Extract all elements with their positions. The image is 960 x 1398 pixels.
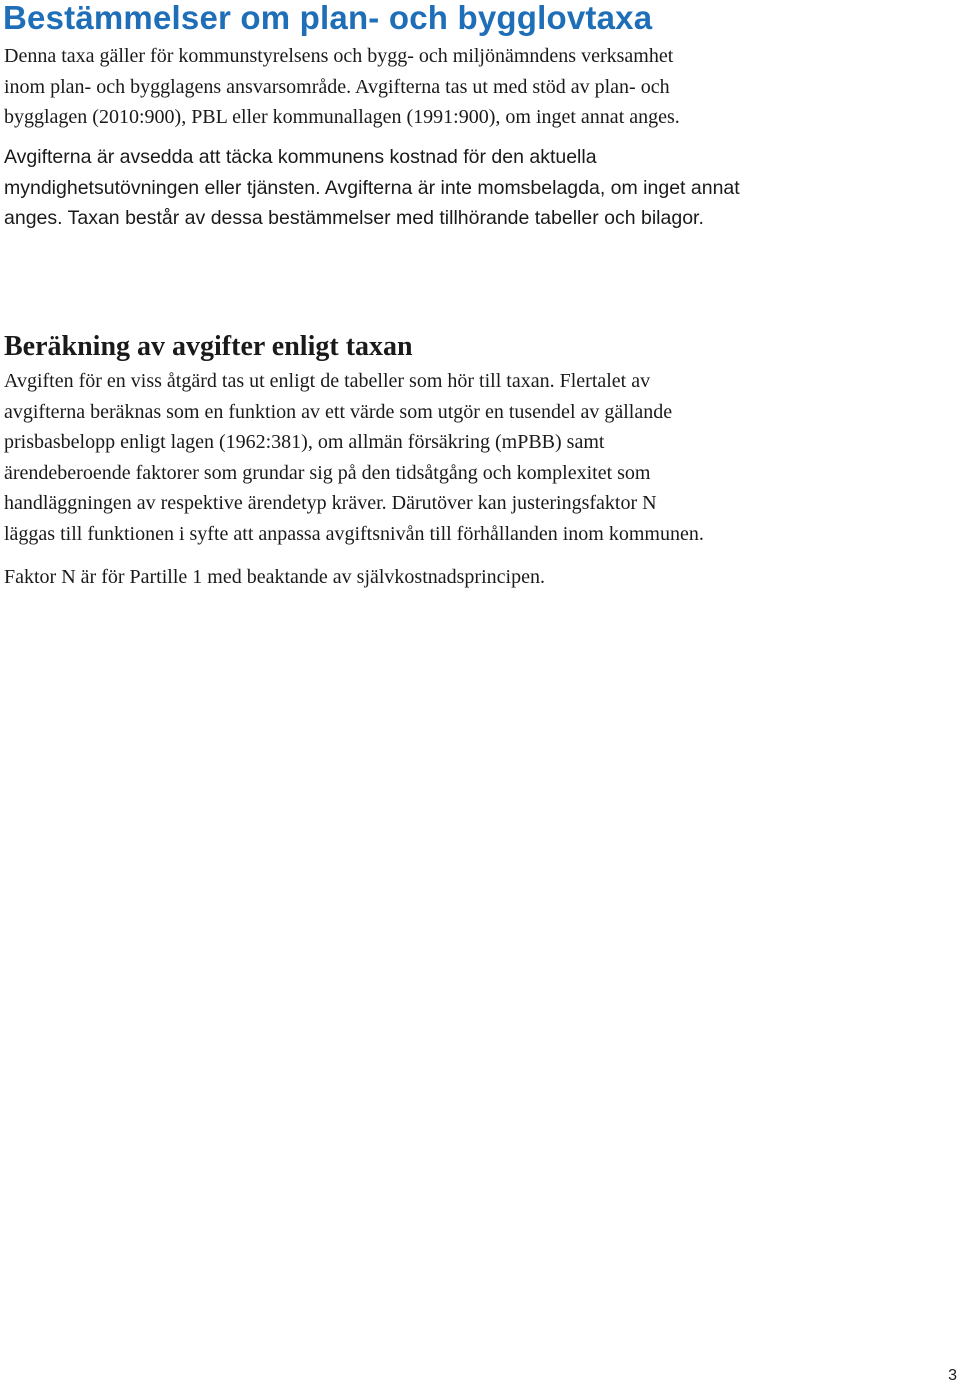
paragraph-line: läggas till funktionen i syfte att anpassa avgiftsnivån till förhållanden inom kommunen. [4, 522, 704, 545]
intro-paragraph-1 [4, 41, 680, 133]
paragraph-line: handläggningen av respektive ärendetyp kräver. Därutöver kan justeringsfaktor N [4, 492, 657, 514]
page-number: 3 [948, 1367, 957, 1384]
paragraph-line: Avgiften för en viss åtgärd tas ut enligt de tabeller som hör till taxan. Flertalet av [4, 370, 651, 392]
section-heading: Beräkning av avgifter enligt taxan [4, 331, 413, 362]
document-title: Bestämmelser om plan- och bygglovtaxa [3, 0, 653, 36]
paragraph-line: Faktor N är för Partille 1 med beaktande av självkostnadsprincipen. [4, 566, 545, 588]
paragraph-line: bygglagen (2010:900), PBL eller kommunallagen (1991:900), om inget annat anges. [4, 106, 680, 128]
section-paragraph-1 [4, 366, 704, 549]
paragraph-line: avgifterna beräknas som en funktion av ett värde som utgör en tusendel av gällande [4, 400, 673, 423]
paragraph-line: ärendeberoende faktorer som grundar sig på den tidsåtgång och komplexitet som [4, 461, 651, 484]
paragraph-line: Denna taxa gäller för kommunstyrelsens och bygg- och miljönämndens verksamhet [4, 45, 674, 67]
paragraph-line: inom plan- och bygglagens ansvarsområde. Avgifterna tas ut med stöd av plan- och [4, 75, 670, 98]
paragraph-line: anges. Taxan består av dessa bestämmelser med tillhörande tabeller och bilagor. [4, 207, 704, 229]
section-paragraph-2 [4, 562, 545, 593]
intro-paragraph-2 [4, 142, 740, 234]
paragraph-line: prisbasbelopp enligt lagen (1962:381), om allmän försäkring (mPBB) samt [4, 431, 605, 453]
paragraph-line: Avgifterna är avsedda att täcka kommunens kostnad för den aktuella [4, 146, 597, 168]
paragraph-line: myndighetsutövningen eller tjänsten. Avgifterna är inte momsbelagda, om inget annat [4, 176, 740, 199]
